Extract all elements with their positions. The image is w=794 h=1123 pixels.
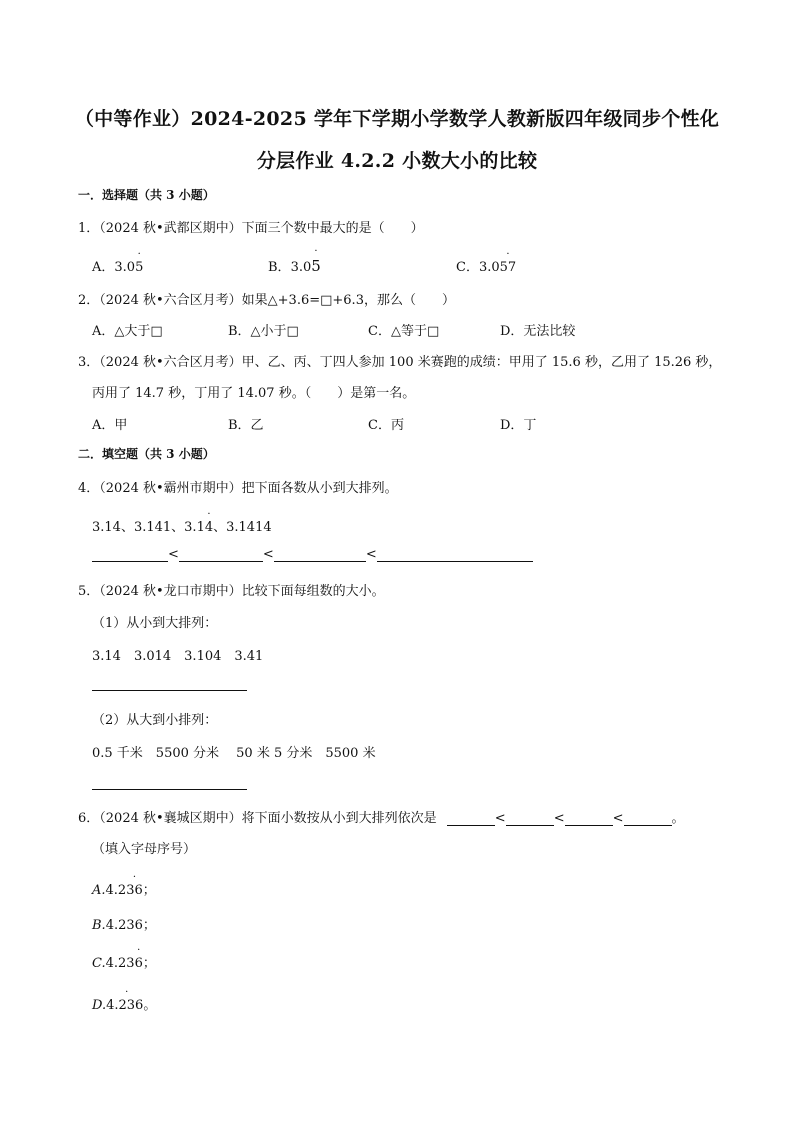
question-6-item-c: C.4.23· 6；: [92, 952, 156, 971]
question-6-item-b: B.4.236；: [92, 918, 156, 933]
question-2-option-d: D．无法比较: [500, 324, 576, 339]
question-4-text: 4．（2024 秋•霸州市期中）把下面各数从小到大排列。: [78, 481, 398, 496]
answer-blank[interactable]: [377, 547, 533, 562]
question-3-line2: 丙用了 14.7 秒，丁用了 14.07 秒。（ ）是第一名。: [92, 386, 416, 401]
repeating-dot: · 5: [311, 257, 321, 275]
answer-blank[interactable]: [565, 811, 613, 826]
question-5-sub1-numbers: 3.14 3.014 3.104 3.41: [92, 649, 264, 664]
question-5-sub1-answer-blank[interactable]: [92, 690, 247, 691]
question-3-option-a: A．甲: [92, 418, 128, 433]
document-title-line2: 分层作业 4.2.2 小数大小的比较: [256, 150, 538, 172]
section-choice-heading: 一．选择题（共 3 小题）: [78, 188, 215, 202]
question-1-option-a: A．3.0· 5: [92, 256, 143, 275]
question-2-option-b: B．△小于□: [228, 324, 299, 339]
answer-blank[interactable]: [179, 547, 263, 562]
repeating-dot: · 5: [135, 260, 143, 275]
question-2-option-c: C．△等于□: [368, 324, 440, 339]
question-3-option-d: D．丁: [500, 418, 537, 433]
question-3-option-b: B．乙: [228, 418, 264, 433]
question-6-note: （填入字母序号）: [92, 842, 197, 857]
answer-blank[interactable]: [274, 547, 366, 562]
question-1-option-b: B．3.0· 5: [268, 256, 321, 275]
question-1-text: 1．（2024 秋•武都区期中）下面三个数中最大的是（ ）: [78, 221, 424, 236]
question-5-sub1: （1）从小到大排列：: [92, 616, 218, 631]
section-fill-heading: 二．填空题（共 3 小题）: [78, 447, 215, 461]
repeating-dot: · 4: [205, 520, 213, 535]
question-3-option-c: C．丙: [368, 418, 404, 433]
repeating-dot: · 23: [119, 998, 136, 1013]
question-4-numbers: 3.14、3.141、3.1· 4、3.1414: [92, 516, 272, 535]
question-2-option-a: A．△大于□: [92, 324, 163, 339]
question-3-line1: 3．（2024 秋•六合区月考）甲、乙、丙、丁四人参加 100 米赛跑的成绩：甲用了 15.6 秒，乙用了 15.26 秒，: [78, 355, 722, 370]
question-5-sub2-answer-blank[interactable]: [92, 789, 247, 790]
question-5-text: 5．（2024 秋•龙口市期中）比较下面每组数的大小。: [78, 584, 385, 599]
question-1-option-c: C．3.0· 57: [456, 256, 516, 275]
answer-blank[interactable]: [92, 547, 168, 562]
repeating-dot: · 6: [135, 956, 143, 971]
question-6-text-line: 6．（2024 秋•襄城区期中）将下面小数按从小到大排列依次是 < < < 。: [78, 811, 685, 826]
question-5-sub2: （2）从大到小排列：: [92, 713, 218, 728]
question-6-item-d: D.4.· 236。: [92, 994, 156, 1013]
question-4-answer-line: < < <: [92, 547, 533, 562]
repeating-dot: · 57: [500, 260, 517, 275]
answer-blank[interactable]: [447, 811, 495, 826]
answer-blank[interactable]: [506, 811, 554, 826]
question-6-item-a: A.4.2· 36；: [92, 879, 156, 898]
answer-blank[interactable]: [624, 811, 672, 826]
repeating-dot: · 36: [126, 883, 143, 898]
document-title-line1: （中等作业）2024-2025 学年下学期小学数学人教新版四年级同步个性化: [74, 108, 720, 130]
question-5-sub2-numbers: 0.5 千米 5500 分米 50 米 5 分米 5500 米: [92, 746, 376, 761]
question-2-text: 2．（2024 秋•六合区月考）如果△+3.6=□+6.3，那么（ ）: [78, 293, 455, 308]
